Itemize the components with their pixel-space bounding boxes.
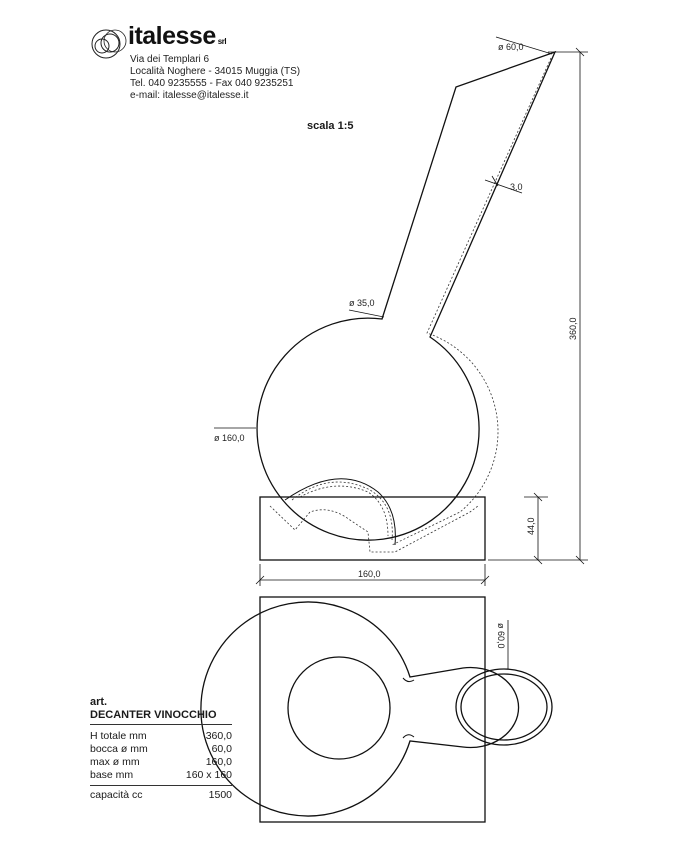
decanter-plan-outline	[201, 602, 519, 816]
spec-row	[90, 730, 232, 743]
base-height-label: 44,0	[526, 517, 536, 535]
spec-row-label: H totale mm	[90, 730, 147, 742]
spec-row-label: max ø mm	[90, 756, 140, 768]
spec-row	[90, 769, 232, 782]
mouth-plan-inner	[461, 674, 547, 740]
spec-row-label: base mm	[90, 769, 134, 781]
address-locality: Località Noghere - 34015 Muggia (TS)	[130, 66, 301, 77]
address-street: Via dei Templari 6	[130, 54, 210, 65]
spec-row	[90, 756, 232, 769]
spec-row-value: 160,0	[205, 756, 232, 768]
art-label: art.	[90, 696, 108, 708]
mouth-diameter-label: ø 60,0	[498, 42, 524, 52]
base-width-label: 160,0	[358, 569, 381, 579]
neck-diameter-label: ø 35,0	[349, 298, 375, 308]
address-phone: Tel. 040 9235555 - Fax 040 9235251	[130, 78, 294, 89]
address-email: e-mail: italesse@italesse.it	[130, 90, 249, 101]
inner-swirl-hidden-line	[292, 482, 392, 540]
spec-table	[90, 696, 232, 802]
product-name: DECANTER VINOCCHIO	[90, 709, 232, 725]
inner-opening-plan	[288, 657, 390, 759]
spec-row	[90, 743, 232, 756]
wall-thickness-label: 3,0	[510, 182, 523, 192]
body-diameter-label: ø 160,0	[214, 433, 245, 443]
spec-row-label: bocca ø mm	[90, 743, 148, 755]
spec-row-value: 160 x 160	[185, 769, 232, 781]
decanter-elevation-outline	[257, 52, 555, 540]
base-cavity-hidden-line	[270, 506, 478, 552]
mouth-plan-outer	[456, 669, 552, 745]
plan-mouth-diameter-label: ø 60,0	[496, 623, 506, 649]
inner-profile-hidden-line	[392, 58, 551, 545]
capacity-value: 1500	[208, 789, 232, 801]
capacity-row	[90, 786, 232, 802]
brand-wordmark: italesse	[128, 22, 216, 50]
scale-label: scala 1:5	[307, 120, 354, 132]
spec-row-value: 60,0	[211, 743, 232, 755]
total-height-label: 360,0	[568, 317, 578, 340]
base-plan	[260, 597, 485, 822]
spec-row-value: 360,0	[205, 730, 232, 742]
capacity-label: capacità cc	[90, 789, 143, 801]
spec-rows	[90, 725, 232, 786]
brand-suffix: srl	[217, 37, 227, 46]
inner-swirl-line	[285, 479, 395, 545]
